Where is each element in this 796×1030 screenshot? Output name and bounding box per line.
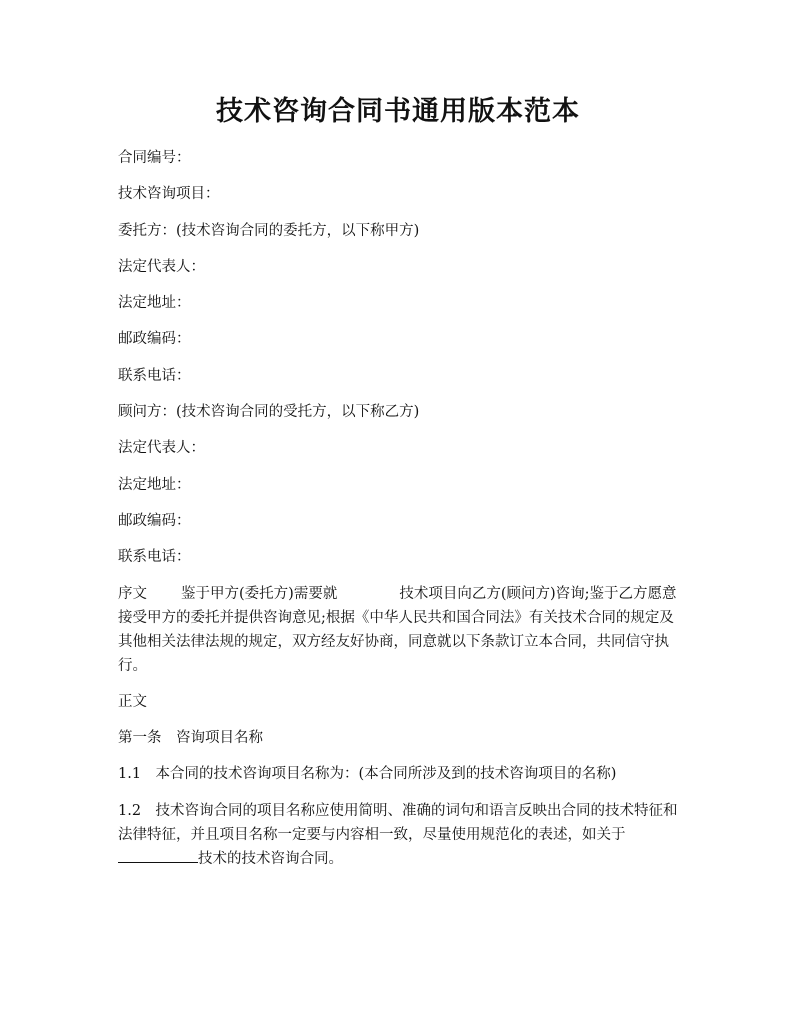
field-client-phone: 联系电话： [118,367,191,384]
document-title: 技术咨询合同书通用版本范本 [216,96,580,127]
field-client: 委托方：(技术咨询合同的委托方，以下称甲方) [118,222,420,239]
field-client-addr: 法定地址： [118,295,191,312]
document-body [118,146,682,883]
field-contract-no: 合同编号： [118,150,191,166]
field-client-rep: 法定代表人： [118,258,205,275]
field-client-zip: 邮政编码： [118,331,191,348]
clause-1-2 [118,799,682,871]
clause-1-1: 1.1 本合同的技术咨询项目名称为：(本合同所涉及到的技术咨询项目的名称) [118,766,617,783]
field-consultant-rep: 法定代表人： [118,440,205,457]
field-consultant: 顾问方：(技术咨询合同的受托方，以下称乙方) [118,404,420,421]
field-project: 技术咨询项目： [118,186,220,203]
preamble-part1: 鉴于甲方(委托方)需要就 [181,585,338,602]
fill-in-blank [118,847,198,863]
preamble-label: 序文 [118,585,147,602]
clause-1-2-text-a: 1.2 技术咨询合同的项目名称应使用简明、准确的词句和语言反映出合同的技术特征和法律特征，并且项目名称一定要与内容相一致，尽量使用规范化的表述，如关于 [118,802,678,843]
field-consultant-phone: 联系电话： [118,549,191,566]
clause-1-2-text-b: 技术的技术咨询合同。 [198,850,343,867]
field-consultant-addr: 法定地址： [118,476,191,493]
preamble-part2: 技术项目向乙方(顾问方)咨询;鉴于乙方愿意接受甲方的委托并提供咨询意见;根据《中华人民共和国合同法》有关技术合同的规定及其他相关法律法规的规定，双方经友好协商，同意就以下条款订立本合同，共同信守执行。 [118,585,677,674]
field-consultant-zip: 邮政编码： [118,512,191,529]
preamble-paragraph [118,582,682,678]
body-label: 正文 [118,693,147,710]
article-1-heading: 第一条 咨询项目名称 [118,730,263,747]
